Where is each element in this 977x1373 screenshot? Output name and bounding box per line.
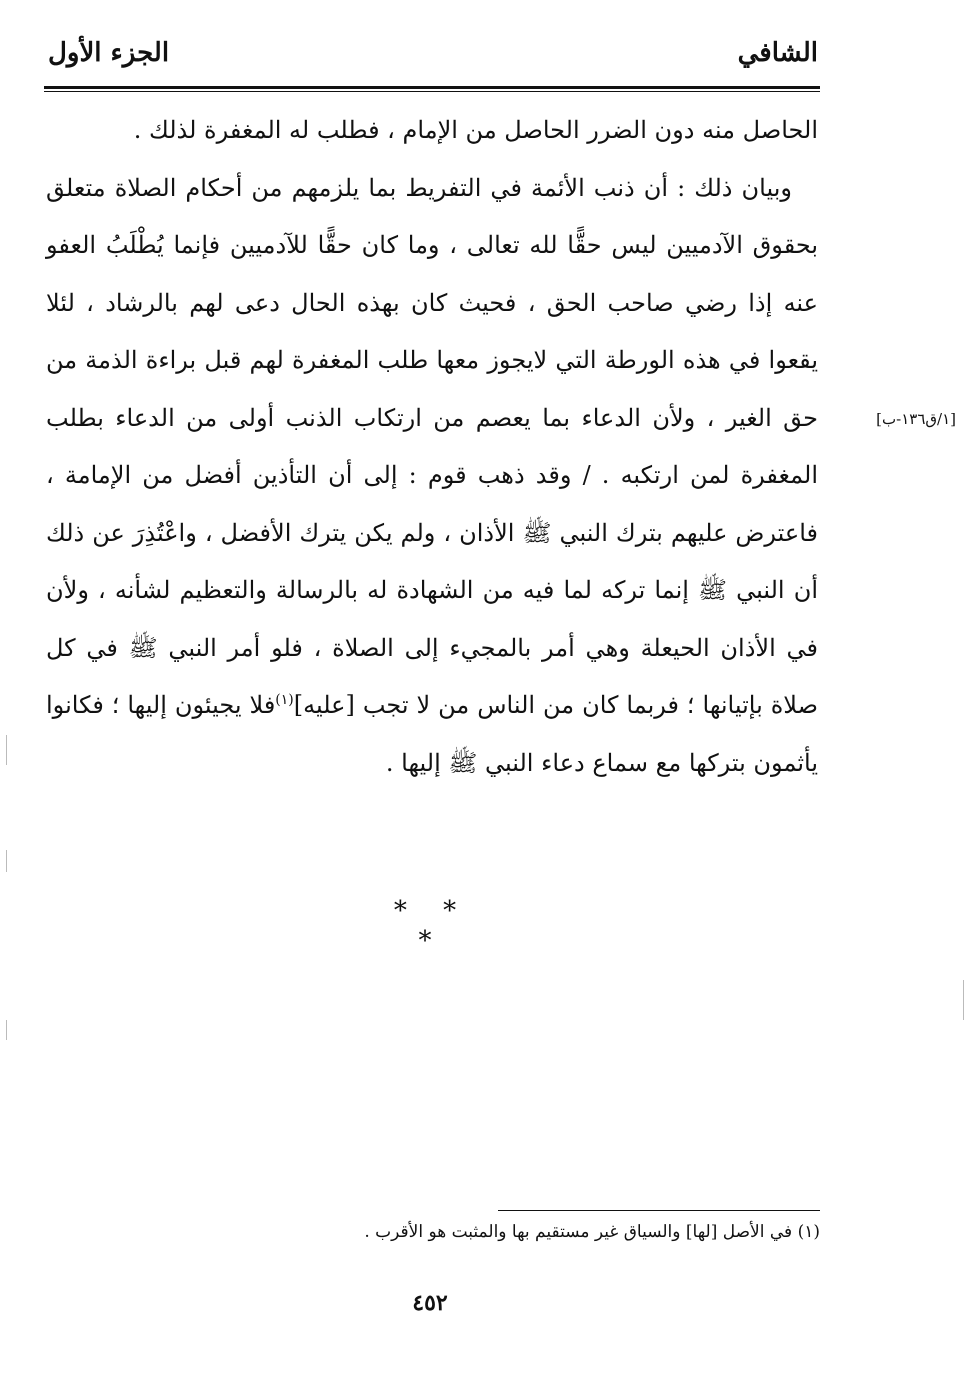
scan-edge-mark: [6, 735, 7, 765]
footnote-marker: (١): [275, 692, 294, 708]
paragraph-2: [46, 160, 818, 793]
paragraph-2-main: وبيان ذلك : أن ذنب الأئمة في التفريط بما يلزمهم من أحكام الصلاة متعلق بحقوق الآدميين ليس حقًّا لله تعالى ، وما كان حقًّا للآدميين فإنما يُطْلَبُ العفو عنه إذا رضي صاحب الحق ، فحيث كان بهذه الحال دعى لهم بالرشاد ، لئلا يقعوا في هذه الورطة التي لايجوز معها طلب المغفرة لهم قبل براءة الذمة من حق الغير ، ولأن الدعاء بما يعصم من ارتكاب الذنب أولى من الدعاء بطلب المغفرة لمن ارتكبه . / وقد ذهب قوم : إلى أن التأذين أفضل من الإمامة ، فاعترض عليهم بترك النبي ﷺ الأذان ، ولم يكن يترك الأفضل ، واعْتُذِرَ عن ذلك أن النبي ﷺ إنما تركه لما فيه من الشهادة له بالرسالة والتعظيم لشأنه ، ولأن في الأذان الحيعلة وهي أمر بالمجيء إلى الصلاة ، فلو أمر النبي ﷺ في كل صلاة بإتيانها ؛ فربما كان من الناس من لا تجب [عليه]: [46, 173, 819, 719]
paragraph-2-end: فلا يجيئون إليها ؛ فكانوا يأثمون بتركها مع سماع دعاء النبي ﷺ إليها .: [46, 691, 818, 777]
paragraph-1: الحاصل منه دون الضرر الحاصل من الإمام ، فطلب له المغفرة لذلك .: [133, 116, 818, 144]
book-title: الشافي: [737, 38, 818, 68]
scan-edge-mark: [963, 980, 964, 1020]
page-header: [44, 34, 820, 82]
header-rule: [44, 86, 820, 89]
page-number: ٤٥٢: [412, 1290, 448, 1316]
scan-edge-mark: [6, 1020, 7, 1040]
footnote-rule: [498, 1210, 820, 1211]
volume-label: الجزء الأول: [48, 38, 170, 68]
manuscript-folio-reference: [١/ق١٣٦-ب]: [876, 410, 956, 428]
footnote: (١) في الأصل [لها] والسياق غير مستقيم بها والمثبت هو الأقرب .: [364, 1222, 820, 1242]
header-rule-thin: [44, 91, 820, 92]
scan-edge-mark: [6, 850, 7, 872]
section-separator: * * *: [393, 896, 471, 956]
body-text: [46, 102, 818, 792]
